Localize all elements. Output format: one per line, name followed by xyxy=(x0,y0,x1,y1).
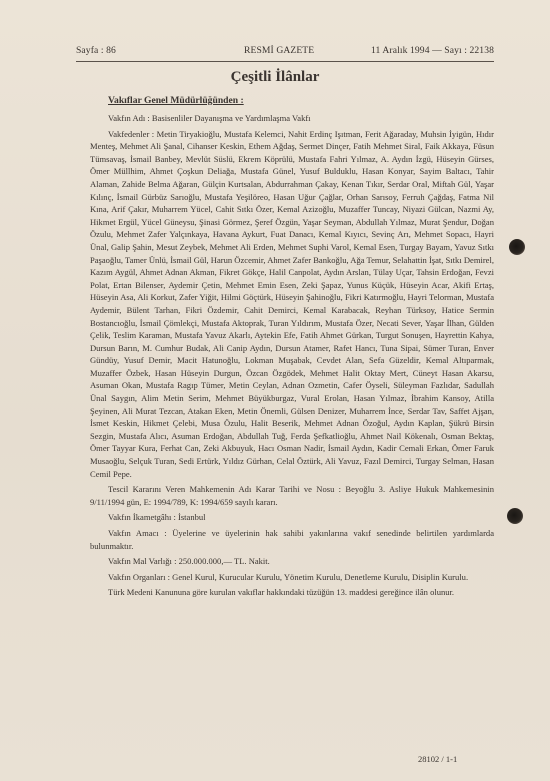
reference-number: 28102 / 1-1 xyxy=(418,754,458,764)
court-decision: Tescil Kararını Veren Mahkemenin Adı Karar Tarihi ve Nosu : Beyoğlu 3. Asliye Hukuk Mahkemesinin 9/11/1994 gün, E: 1994/789, K: 1994/659 sayılı kararı. xyxy=(90,484,494,507)
binding-hole xyxy=(509,239,525,255)
founders-list: Vakfedenler : Metin Tiryakioğlu, Mustafa Kelemci, Nahit Erdinç Işıtman, Ferit Ağaraday, Muhsin İyigün, Hıdır Menteş, Mehmet Ali Şanal, Cihanser Keskin, Ethem Ağdaş, Sermet Dinçer, Fatih Mehmet Siral, Faik Akkaya, Füsun Tümsavaş, İsmail Banbey, Mevlüt Süslü, Ekrem Köprülü, Mustafa Fahri Yılmaz, A. Aydın İzgü, Hüseyin Gürses, Ömer Müllhim, Ahmet Çoşkun Deliağa, Mustafa Günel, Yusuf Bulduklu, Hasan Konyar, Sayim Baltacı, Tahir Alaman, Zahide Belma Ağaran, Gülçin Kurtsalan, Abdurrahman Çakay, Kenan Tıkır, Serdar Oral, Miftah Gül, Yaşar Kılınç, İsmail Gürbüz Sarıoğlu, Mustafa Yeşilöreo, Hasan Uğur Çağlar, Orhan Sarısoy, Ferruh Çağdaş, Fatma Nil Kına, Arif Çakır, Muharrem Yücel, Cahit Sıtkı Özer, Kemal Azizoğlu, Muzaffer Tuncay, Niyazi Gülcan, Nazmi Ay, Hikmet Ergül, Yücel Güneysu, Şinasi Görmez, Şeref Özgün, Yaşar Seyman, Abdullah Yılmaz, Murat Şendur, Doğan Özulu, Mehmet Zafer Yalçınkaya, Havana Aykurt, Fuat Danacı, Kemal Kıyıcı, Sevinç Arı, Mehmet Sopacı, Hayri Ünal, Galip Şahin, Mesut Zeybek, Mehmet Ali Erden, Mehmet Suphi Varol, Kemal Esen, Turgay Bayam, Yavuz Sıtkı Paşaoğlu, Tamer Ünlü, İsmail Gül, Harun Özcemir, Ahmet Zafer Bankoğlu, Ağa Temur, Selahattin İşat, Sıtkı Demirel, Kazım Aygül, Ahmet Adnan Akman, Fikret Gökçe, Halil Canpolat, Aydın Arslan, Tülay Uçar, Tahsin Erdoğan, Fevzi Polat, Ertan Bilenser, Aydemir Çetin, Mehmet Emin Esen, Zeki Şapaz, Yunus Küçük, Hüseyin Acar, Akifi Ertaş, Hüseyin Asa, Ali Korkut, Zafer Yiğit, Hilmi Göçtürk, Hüseyin Şahinoğlu, Fikri Katırmoğlu, Hayri Telorman, Mustafa Aydemir, Bülent Tarhan, Fikri Özdemir, Cahit Demirci, Kemal Karabacak, Reyhan Türksoy, Hatice Sermin Bostancıoğlu, İsmail Çömlekçi, Mustafa Aktoprak, Turan Yıldırım, Mustafa Özer, Necati Sever, Yaşar İlhan, Gülden Çelik, Teslim Karaman, Mustafa Yavuz Akarlı, Aytekin Efe, Fatih Ahmet Gürkan, Turgut Sonuşen, Hayrettin Kahya, Dursun Barın, M. Cumhur Budak, Ali Canip Aydın, Dursun Atamer, Rafet Hancı, Tuna Sipai, Sümer Turan, Enver Gündüy, Yusuf Demir, Macit Hatunoğlu, Lokman Muşabak, Cevdet Alan, Sefa Güzeldir, Kemal Altıparmak, Muzaffer Özbek, Hasan Hüseyin Durgun, Özcan Özgödek, Mehmet Halit Oktay Mert, Cüneyt Hasan Akarsu, Asuman Okan, Mustafa Ragıp Tümer, Metin Ceylan, Adnan Ozmetin, Cafer Öyseli, Süleyman Fazlıdar, Sadullah Ünal Saygın, Alim Metin Serim, Mehmet Büyükburgaz, Vural Erolan, Hasan Yılmaz, İbrahim Kansoy, Atilla Şeyinen, Ali Murat Tezcan, Atakan Eken, Metin Önemli, Gülsen Denizer, Muharrem İnce, Serdar Tav, Saffet Ajşan, İsmet Keskin, Hikmet Çelebi, Musa Özulu, Halit Beserik, Mehmet Adnan Özoğul, Aydın Kaplan, Şükrü Birsin Sezgin, Mustafa Alıcı, Asuman Erdoğan, Abdullah Tuğ, Ferda Şefkatlioğlu, Ahmet Nail Kökenalı, Osman Bektaş, Ömer Tayyar Kura, Ferhat Can, Zeki Akbuyuk, Hacı Osman Nadir, İsmail Aydın, Kadir Cemali Erkan, Ömer Faruk Musaoğlu, Selçuk Turan, Sedi Ertürk, Yıldız Gürhan, Celal Öztürk, Ali Yavuz, Fazıl Demirci, Turgay Selman, Hasan Cemil Pepe. xyxy=(90,128,494,479)
binding-hole xyxy=(507,508,523,524)
organs: Vakfın Organları : Genel Kurul, Kurucular Kurulu, Yönetim Kurulu, Denetleme Kurulu, Disiplin Kurulu. xyxy=(108,571,469,582)
page-number: Sayfa : 86 xyxy=(76,45,116,56)
date-issue: 11 Aralık 1994 — Sayı : 22138 xyxy=(371,45,494,56)
gazette-name: RESMİ GAZETE xyxy=(244,45,315,56)
page-header xyxy=(76,45,494,59)
residence: Vakfın İkametgâhı : İstanbul xyxy=(108,512,206,523)
purpose: Vakfın Amacı : Üyelerine ve üyelerinin hak sahibi yakınlarına vakıf senedinde belirtilen yardımlarda bulunmaktır. xyxy=(90,528,494,551)
section-title: Çeşitli İlânlar xyxy=(230,69,320,85)
vakif-name: Vakfın Adı : Basisenliler Dayanışma ve Yardımlaşma Vakfı xyxy=(108,113,311,123)
assets: Vakfın Mal Varlığı : 250.000.000,— TL. Nakit. xyxy=(108,556,270,567)
legal-notice: Türk Medeni Kanununa göre kurulan vakıflar hakkındaki tüzüğün 13. maddesi gereğince ilân olunur. xyxy=(108,587,455,598)
announcement-body xyxy=(90,112,494,602)
issuer-heading: Vakıflar Genel Müdürlüğünden : xyxy=(108,95,244,106)
header-rule xyxy=(76,61,494,62)
